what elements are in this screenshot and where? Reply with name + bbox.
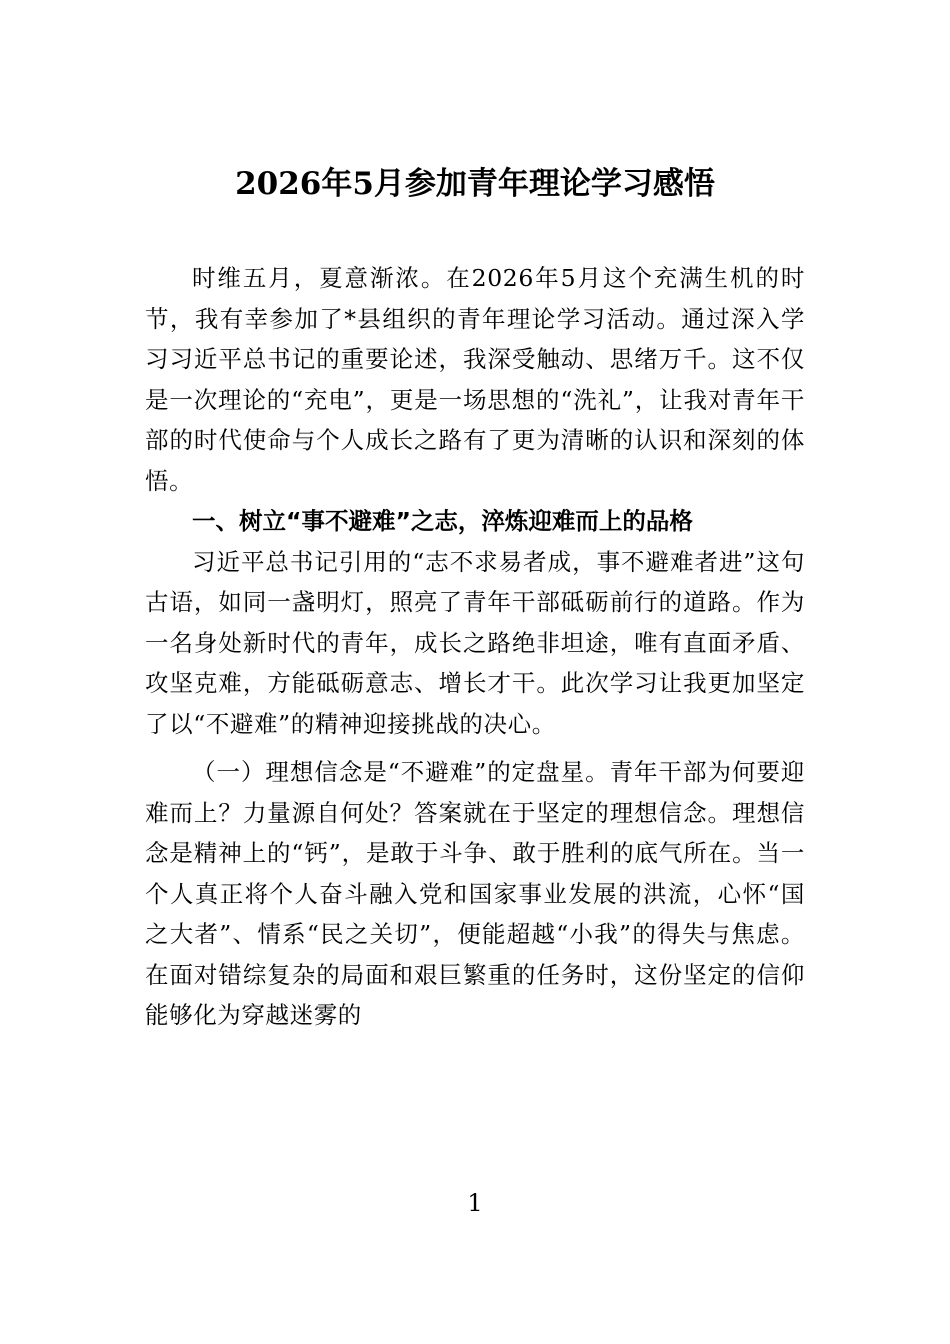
intro-paragraph: 时维五月，夏意渐浓。在2026年5月这个充满生机的时节，我有幸参加了*县组织的青年理论学习活动。通过深入学习习近平总书记的重要论述，我深受触动、思绪万千。这不仅是一次理论的“充电”，更是一场思想的“洗礼”，让我对青年干部的时代使命与个人成长之路有了更为清晰的认识和深刻的体悟。 [145, 264, 805, 495]
document-title: 2026年5月参加青年理论学习感悟 [235, 166, 715, 202]
document-body [145, 258, 805, 1036]
paragraph-spacer [145, 744, 805, 752]
page-number: 1 [467, 1189, 483, 1217]
subsection-paragraph: （一）理想信念是“不避难”的定盘星。青年干部为何要迎难而上？力量源自何处？答案就在于坚定的理想信念。理想信念是精神上的“钙”，是敢于斗争、敢于胜利的底气所在。当一个人真正将个人奋斗融入党和国家事业发展的洪流，心怀“国之大者”、情系“民之关切”，便能超越“小我”的得失与焦虑。在面对错综复杂的局面和艰巨繁重的任务时，这份坚定的信仰能够化为穿越迷雾的 [145, 758, 805, 1029]
section-heading: 一、树立“事不避难”之志，淬炼迎难而上的品格 [192, 507, 693, 535]
body-paragraph: 习近平总书记引用的“志不求易者成，事不避难者进”这句古语，如同一盏明灯，照亮了青年干部砥砺前行的道路。作为一名身处新时代的青年，成长之路绝非坦途，唯有直面矛盾、攻坚克难，方能砥砺意志、增长才干。此次学习让我更加坚定了以“不避难”的精神迎接挑战的决心。 [145, 547, 805, 738]
